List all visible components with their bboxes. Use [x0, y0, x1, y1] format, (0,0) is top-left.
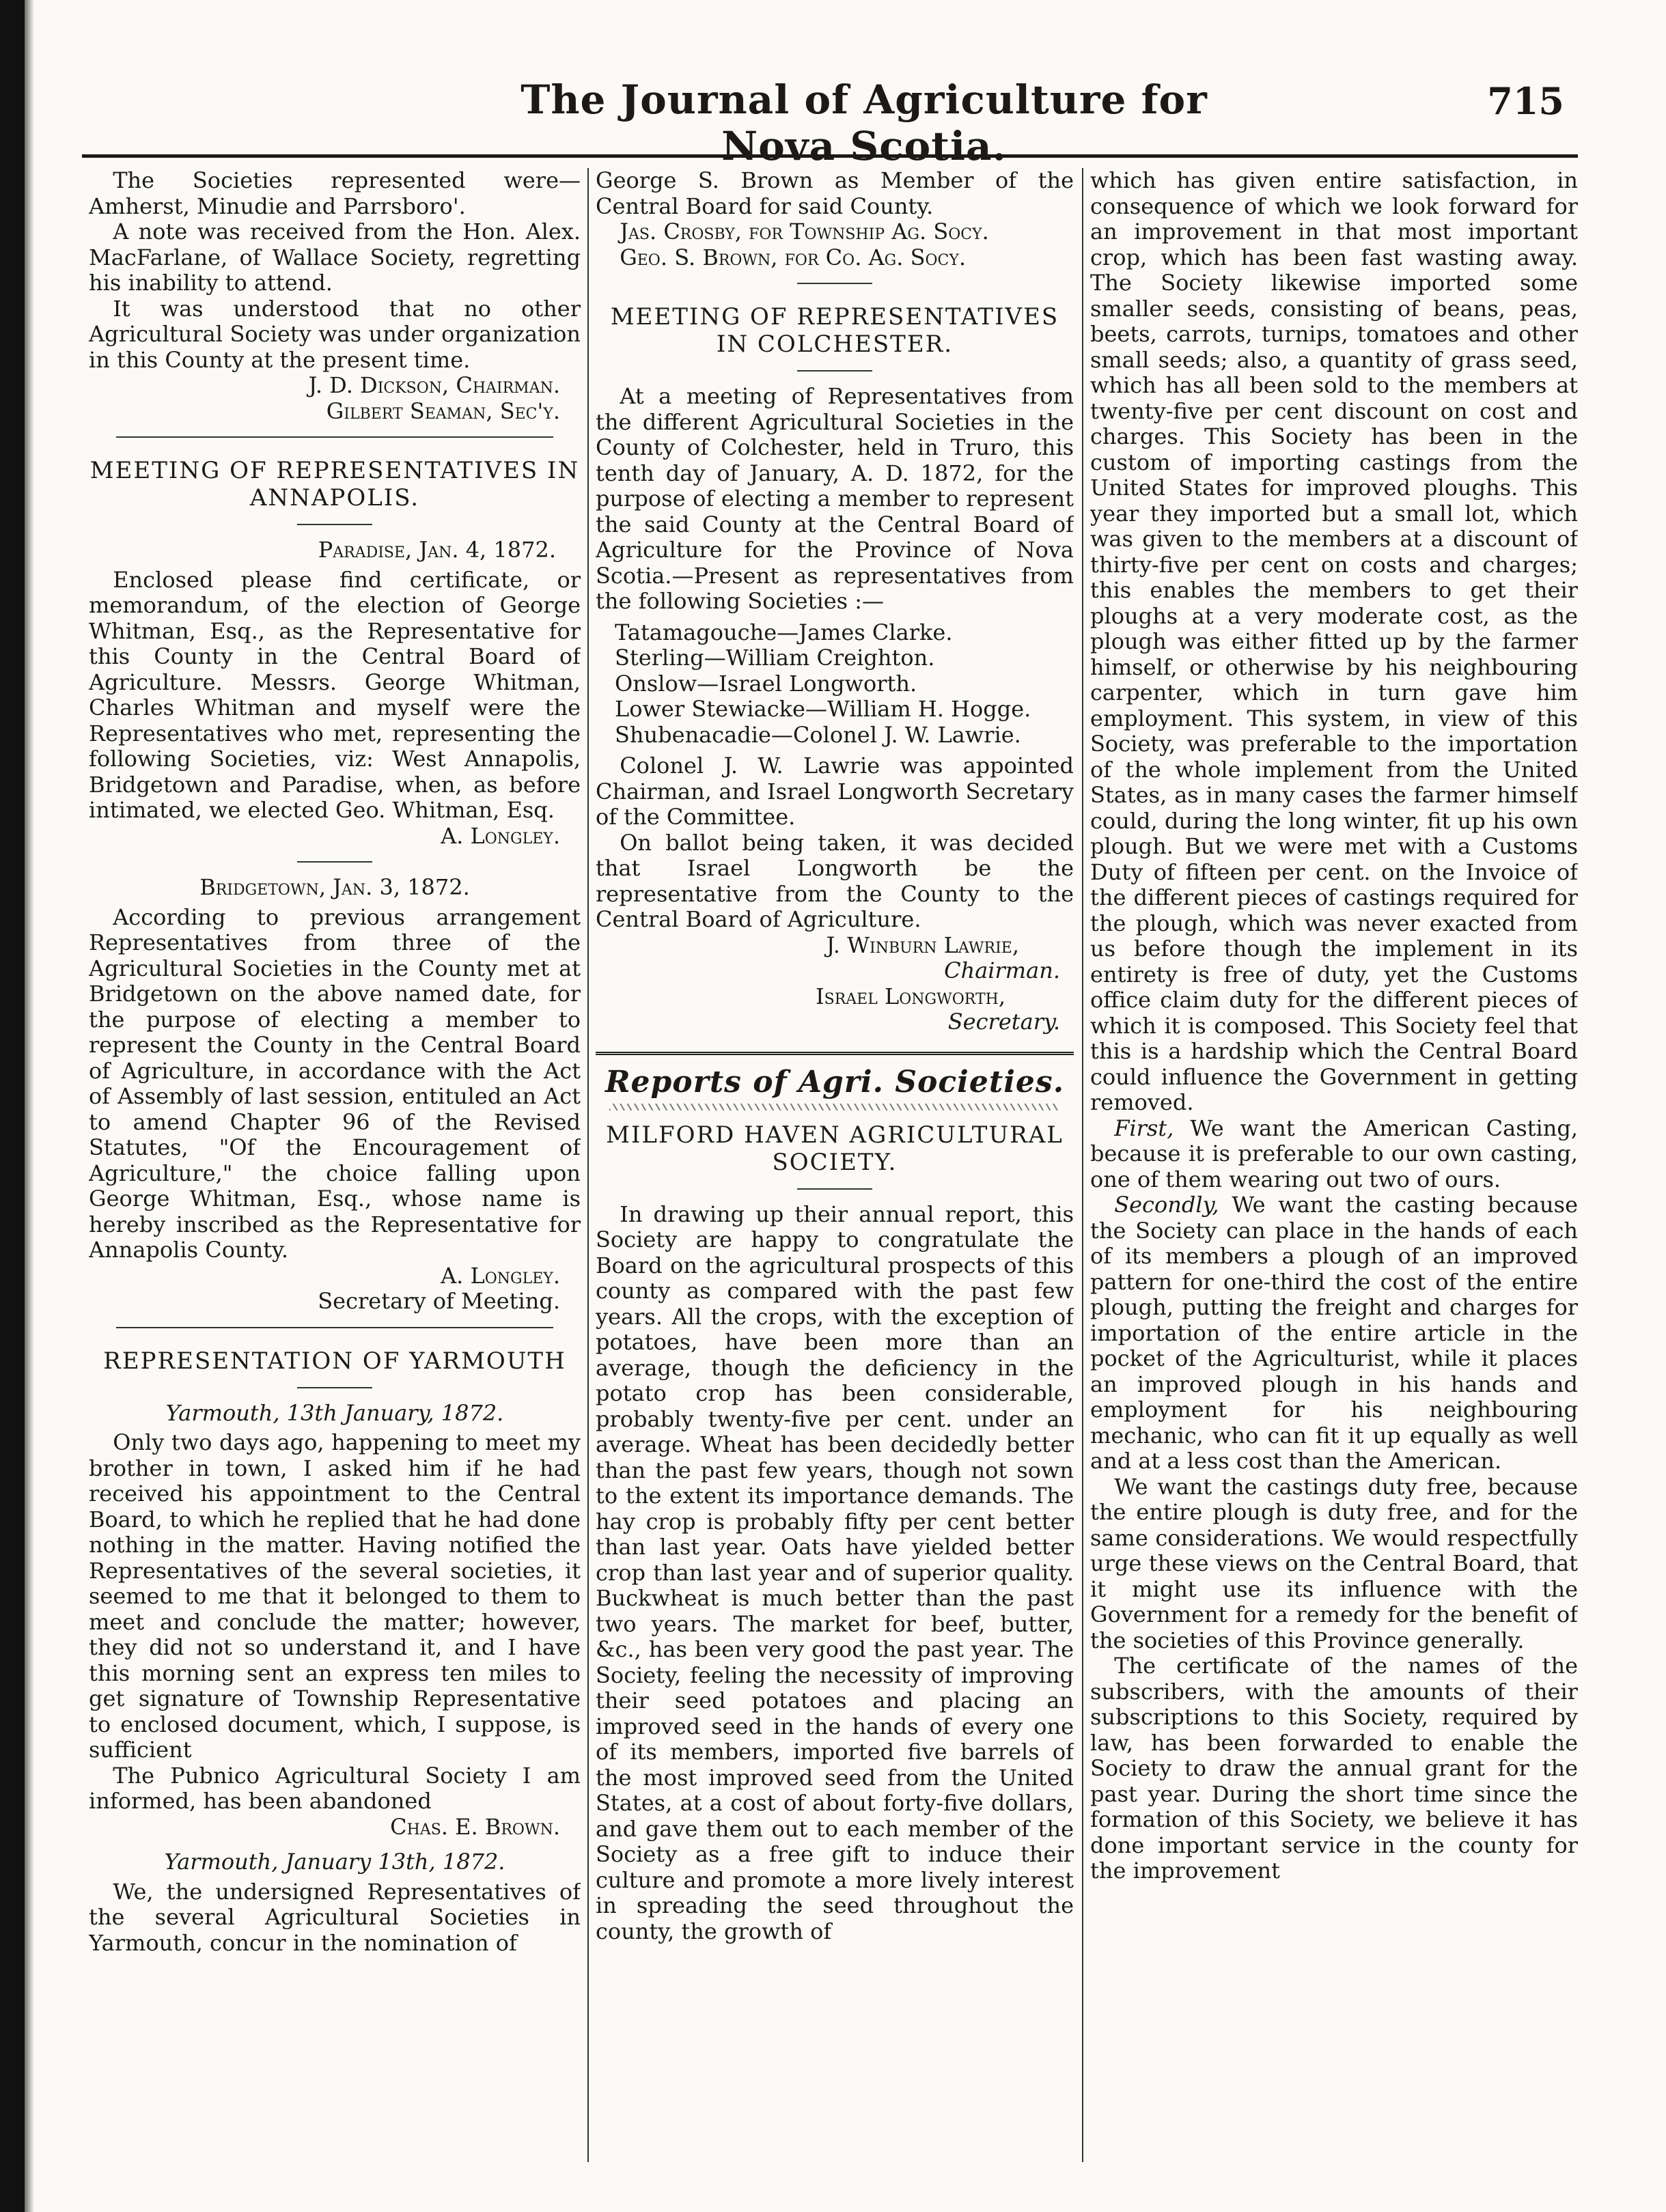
- paragraph: At a meeting of Representatives from the different Agricultural Societies in the County of Colchester, held in Truro, this tenth day of January, A. D. 1872, for the purpose of electing a member to represent the said County at the Central Board of Agriculture for the Province of Nova Scotia.—Present as representatives from the following Societies :—: [596, 383, 1074, 614]
- list-item: Sterling—William Creighton.: [615, 645, 935, 671]
- signature: Gilbert Seaman, Sec'y.: [326, 397, 560, 424]
- section-heading: MEETING OF REPRESENTATIVES IN ANNAPOLIS.: [89, 457, 580, 512]
- list-item: Onslow—Israel Longworth.: [615, 670, 917, 697]
- short-divider: [797, 283, 872, 284]
- running-title: The Journal of Agriculture for Nova Scotia.: [520, 76, 1208, 169]
- lead-word: Secondly,: [1114, 1192, 1219, 1218]
- short-divider: [297, 861, 372, 863]
- short-divider: [297, 524, 372, 525]
- signature: J. D. Dickson, Chairman.: [308, 372, 560, 398]
- paragraph: We want the castings duty free, because the entire plough is duty free, and for the same considerations. We would respectfully urge these views on the Central Board, that it might use its influence with the Government for a remedy for the benefit of the societies of this Province generally.: [1090, 1473, 1578, 1653]
- section-heading: MILFORD HAVEN AGRICULTURAL SOCIETY.: [606, 1121, 1064, 1176]
- paragraph: [1090, 1192, 1578, 1474]
- paragraph: It was understood that no other Agricultural Society was under organization in this County at the present time.: [89, 295, 581, 373]
- paragraph: According to previous arrangement Representatives from three of the Agricultural Societies in the County met at Bridgetown on the above named date, for the purpose of electing a member to represent the County in the Central Board of Agriculture, in accordance with the Act of Assembly of last session, entituled an Act to amend Chapter 96 of the Revised Statutes, "Of the Encouragement of Agriculture," the choice falling upon George Whitman, Esq., whose name is hereby inscribed as the Representative for Annapolis County.: [89, 904, 581, 1263]
- list-item: Lower Stewiacke—William H. Hogge.: [615, 696, 1031, 722]
- signature-title: Chairman.: [944, 957, 1060, 983]
- section-heading: REPRESENTATION OF YARMOUTH: [103, 1347, 566, 1375]
- column-1: [89, 168, 581, 2162]
- short-divider: [797, 1188, 872, 1190]
- column-2: [596, 168, 1074, 2162]
- section-divider: [116, 436, 553, 438]
- signature: Chas. E. Brown.: [390, 1813, 560, 1840]
- paragraph: George S. Brown as Member of the Central Board for said County.: [596, 168, 1074, 219]
- paragraph: In drawing up their annual report, this Society are happy to congratulate the Board on the agricultural prospects of this county as compared with the past few years. All the crops, with the exception of potatoes, have been more than an average, though the deficiency in the potato crop has been considerable, probably twenty-five per cent. under an average. Wheat has been decidedly better than the past few years, though not sown to the extent its importance demands. The hay crop is probably fifty per cent better than last year. Oats have yielded better crop than last year and of superior quality. Buckwheat is much better than the past two years. The market for beef, butter, &c., has been very good the past year. The Society, feeling the necessity of improving their seed potatoes and placing an improved seed in the hands of every one of its members, imported five barrels of the most improved seed from the United States, at a cost of about forty-five dollars, and gave them out to each member of the Society as a free gift to induce their culture and promote a more lively interest in spreading the seed throughout the county, the growth of: [596, 1201, 1074, 1944]
- dateline: Bridgetown, Jan. 3, 1872.: [199, 874, 470, 900]
- dateline: Yarmouth, January 13th, 1872.: [164, 1849, 505, 1875]
- lead-word: First,: [1114, 1115, 1174, 1141]
- list-item: Tatamagouche—James Clarke.: [615, 619, 953, 645]
- section-divider: [596, 1052, 1074, 1057]
- signature: Israel Longworth,: [816, 983, 1005, 1009]
- paragraph: The Pubnico Agricultural Society I am informed, has been abandoned: [89, 1762, 581, 1814]
- column-rule-1: [587, 168, 589, 2162]
- paragraph: We, the undersigned Representatives of the several Agricultural Societies in Yarmouth, concur in the nomination of: [89, 1878, 581, 1956]
- paragraph: Only two days ago, happening to meet my brother in town, I asked him if he had received his appointment to the Central Board, to which he replied that he had done nothing in the matter. Having notified the Representatives of the several societies, it seemed to me that it belonged to them to meet and conclude the matter; however, they did not so understand it, and I have this morning sent an express ten miles to get signature of Township Representative to enclosed document, which, I suppose, is sufficient: [89, 1429, 581, 1763]
- paragraph: The certificate of the names of the subscribers, with the amounts of their subscriptions to this Society, required by law, has been forwarded to enable the Society to draw the annual grant for the past year. During the short time since the formation of this Society, we believe it has done important service in the county for the improvement: [1090, 1653, 1578, 1884]
- representatives-list: [596, 620, 1074, 748]
- dateline: Yarmouth, 13th January, 1872.: [165, 1399, 504, 1426]
- list-item: Shubenacadie—Colonel J. W. Lawrie.: [615, 721, 1021, 748]
- short-divider: [797, 370, 872, 372]
- binding-edge: [0, 0, 25, 2212]
- signature: A. Longley.: [441, 1262, 560, 1289]
- dateline: Paradise, Jan. 4, 1872.: [318, 537, 556, 563]
- page-number: 715: [1487, 79, 1564, 123]
- section-banner: Reports of Agri. Societies.: [605, 1064, 1065, 1100]
- section-divider: [116, 1327, 553, 1328]
- column-3: [1090, 168, 1578, 2162]
- signature: Jas. Crosby, for Township Ag. Socy.: [620, 219, 989, 244]
- section-heading: MEETING OF REPRESENTATIVES IN COLCHESTER.: [610, 303, 1059, 358]
- decorative-hatch: [609, 1104, 1060, 1110]
- paragraph: The Societies represented were—Amherst, Minudie and Parrsboro'.: [89, 168, 581, 219]
- paragraph: On ballot being taken, it was decided that Israel Longworth be the representative from the County to the Central Board of Agriculture.: [596, 829, 1074, 932]
- paragraph: A note was received from the Hon. Alex. MacFarlane, of Wallace Society, regretting his inability to attend.: [89, 219, 581, 296]
- header-rule: [82, 154, 1578, 158]
- short-divider: [297, 1387, 372, 1388]
- paragraph: which has given entire satisfaction, in consequence of which we look forward for an improvement in that most important crop, which has been fast wasting away. The Society likewise imported some smaller seeds, consisting of beans, peas, beets, carrots, turnips, tomatoes and other small seeds; also, a quantity of grass seed, which has all been sold to the members at twenty-five per cent discount on cost and charges. This Society has been in the custom of importing castings from the United States for improved ploughs. This year they imported but a small lot, which was given to the members at a discount of thirty-five per cent on costs and charges; this enables the members to get their ploughs at a very moderate cost, as the plough was either fitted up by the farmer himself, or otherwise by his neighbouring carpenter, which in turn gave him employment. This system, in view of this Society, was preferable to the importation of the whole implement from the United States, as in many cases the farmer himself could, during the long winter, fit up his own plough. But we were met with a Customs Duty of fifteen per cent. on the Invoice of the different pieces of castings required for the plough, which was never exacted from us before though the implement in its entirety is free of duty, yet the Customs office claim duty for the different pieces of which it is composed. This Society feel that this is a hardship which the Central Board could influence the Government in getting removed.: [1090, 168, 1578, 1115]
- signature: Geo. S. Brown, for Co. Ag. Socy.: [620, 244, 967, 270]
- paragraph: Colonel J. W. Lawrie was appointed Chairman, and Israel Longworth Secretary of the Committee.: [596, 753, 1074, 830]
- signature-title: Secretary.: [947, 1009, 1060, 1035]
- paragraph: Enclosed please find certificate, or memorandum, of the election of George Whitman, Esq., as the Representative for this County in the Central Board of Agriculture. Messrs. George Whitman, Charles Whitman and myself were the Representatives who met, representing the following Societies, viz: West Annapolis, Bridgetown and Paradise, when, as before intimated, we elected Geo. Whitman, Esq.: [89, 566, 581, 823]
- column-rule-2: [1082, 168, 1083, 2162]
- signature: A. Longley.: [441, 822, 560, 849]
- signature: J. Winburn Lawrie,: [826, 932, 1019, 958]
- paragraph-text: We want the casting because the Society can place in the hands of each of its members a plough of an improved pattern for one-third the cost of the entire plough, putting the freight and charges for importation of the entire article in the pocket of the Agriculturist, while it places an improved plough in his hands and employment for his neighbouring mechanic, who can fit it up equally as well and at a less cost than the American.: [1090, 1192, 1578, 1474]
- signature-title: Secretary of Meeting.: [318, 1288, 560, 1314]
- binding-shadow: [25, 0, 34, 2212]
- paragraph-text: We want the American Casting, because it is preferable to our own casting, one of them wearing out two of ours.: [1090, 1115, 1578, 1192]
- paragraph: [1090, 1116, 1578, 1193]
